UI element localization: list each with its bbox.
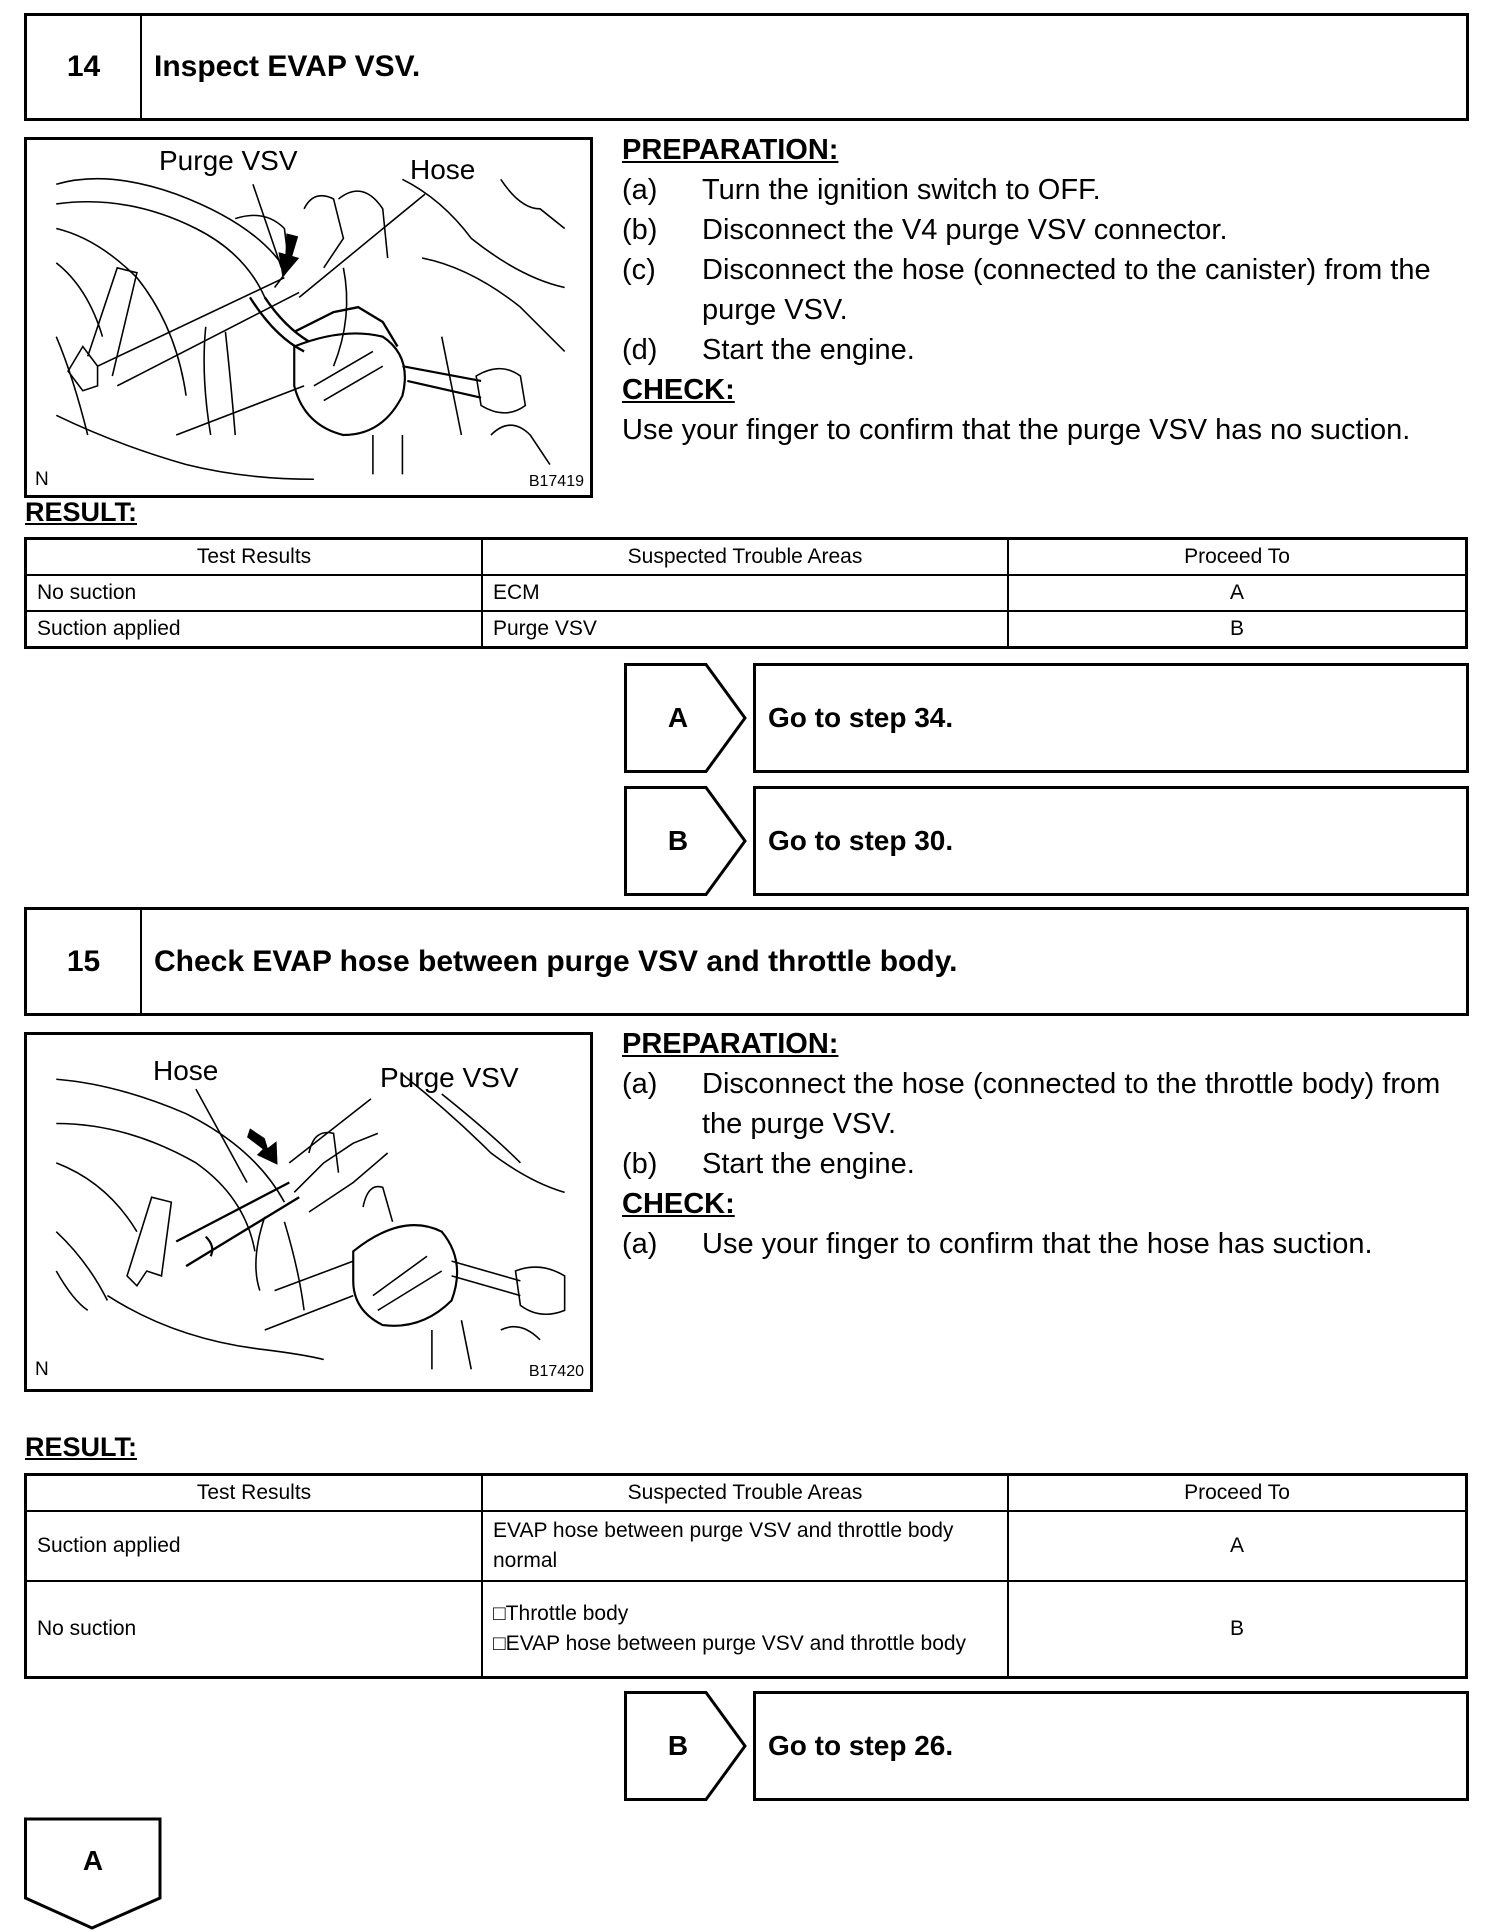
step-15-illustration: [24, 1032, 593, 1392]
test-result-cell: Suction applied: [26, 1511, 483, 1581]
goto-text: Go to step 34.: [768, 702, 954, 733]
proceed-to-cell: B: [1008, 611, 1467, 648]
step-14-illustration: [24, 137, 593, 498]
proceed-to-cell: B: [1008, 1581, 1467, 1677]
table-row: [26, 611, 1467, 648]
continue-letter: A: [82, 1845, 104, 1876]
goto-b-text-box[interactable]: [753, 1691, 1469, 1801]
prep-item-text: Disconnect the V4 purge VSV connector.: [702, 214, 1228, 246]
trouble-area-cell: ECM: [482, 575, 1008, 611]
step-title: Inspect EVAP VSV.: [154, 50, 421, 83]
goto-b-tag[interactable]: [624, 1691, 749, 1801]
column-header: Proceed To: [1008, 1475, 1467, 1512]
column-header: Suspected Trouble Areas: [482, 1475, 1008, 1512]
prep-item-text: Start the engine.: [702, 334, 915, 366]
check-heading: CHECK:: [622, 374, 735, 406]
prep-item-text: Disconnect the hose (connected to the canister) from the purge VSV.: [702, 254, 1431, 326]
trouble-area-cell: Purge VSV: [482, 611, 1008, 648]
prep-item-label: (a): [622, 174, 658, 206]
column-header: Test Results: [26, 539, 483, 576]
table-row: [26, 575, 1467, 611]
step-15-header: [24, 907, 1469, 1016]
goto-letter: B: [667, 825, 689, 856]
callout-hose: Hose: [410, 154, 476, 185]
goto-letter: A: [667, 702, 689, 733]
preparation-heading: PREPARATION:: [622, 134, 839, 166]
prep-item-text: Turn the ignition switch to OFF.: [702, 174, 1101, 206]
continue-a-tag[interactable]: [24, 1817, 162, 1931]
prep-item-label: (b): [622, 1148, 658, 1180]
prep-item: [622, 170, 1472, 210]
result-heading: RESULT:: [25, 1432, 137, 1462]
result-heading: RESULT:: [25, 497, 137, 527]
trouble-area-line: □Throttle body: [493, 1601, 629, 1625]
callout-purge-vsv: Purge VSV: [159, 145, 298, 176]
callout-hose: Hose: [153, 1055, 219, 1086]
table-header-row: [26, 1475, 1467, 1512]
step-number: 15: [27, 910, 142, 1013]
prep-item-label: (a): [622, 1068, 658, 1100]
figure-id: B17420: [528, 1363, 584, 1380]
goto-a-text-box[interactable]: [753, 663, 1469, 773]
check-item-text: Use your finger to confirm that the hose has suction.: [702, 1228, 1373, 1260]
prep-item-label: (c): [622, 254, 656, 286]
check-item-label: (a): [622, 1228, 658, 1260]
step-14-result-table: [24, 537, 1468, 649]
step-14-header: [24, 13, 1469, 121]
proceed-to-cell: A: [1008, 575, 1467, 611]
test-result-cell: No suction: [26, 1581, 483, 1677]
prep-item-text: Disconnect the hose (connected to the throttle body) from the purge VSV.: [702, 1068, 1441, 1140]
prep-item: [622, 1064, 1472, 1144]
step-number: 14: [27, 16, 142, 118]
column-header: Suspected Trouble Areas: [482, 539, 1008, 576]
figure-id: B17419: [528, 473, 584, 490]
proceed-to-cell: A: [1008, 1511, 1467, 1581]
goto-letter: B: [667, 1730, 689, 1761]
figure-corner-label: N: [35, 1359, 49, 1380]
goto-text: Go to step 30.: [768, 825, 954, 856]
callout-purge-vsv: Purge VSV: [380, 1062, 519, 1093]
goto-a-tag[interactable]: [624, 663, 749, 773]
preparation-heading: PREPARATION:: [622, 1028, 839, 1060]
test-result-cell: Suction applied: [26, 611, 483, 648]
table-row: [26, 1511, 1467, 1581]
trouble-area-line: □EVAP hose between purge VSV and throttle body: [493, 1631, 967, 1655]
column-header: Proceed To: [1008, 539, 1467, 576]
check-heading: CHECK:: [622, 1188, 735, 1220]
figure-corner-label: N: [35, 469, 49, 490]
step-15-instructions: [622, 1024, 1472, 1264]
trouble-area-line: EVAP hose between purge VSV and throttle body normal: [493, 1519, 954, 1572]
step-title: Check EVAP hose between purge VSV and throttle body.: [154, 944, 958, 978]
prep-item-label: (d): [622, 334, 658, 366]
prep-item: [622, 250, 1472, 330]
table-row: [26, 1581, 1467, 1677]
prep-item: [622, 210, 1472, 250]
column-header: Test Results: [26, 1475, 483, 1512]
goto-b-tag[interactable]: [624, 786, 749, 896]
step-15-result-table: [24, 1473, 1468, 1679]
engine-bay-drawing-icon: [27, 140, 590, 495]
prep-item-label: (b): [622, 214, 658, 246]
test-result-cell: No suction: [26, 575, 483, 611]
goto-b-text-box[interactable]: [753, 786, 1469, 896]
goto-text: Go to step 26.: [768, 1730, 954, 1761]
check-item: [622, 1224, 1472, 1264]
trouble-area-cell: [482, 1581, 1008, 1677]
check-text: Use your finger to confirm that the purge VSV has no suction.: [622, 414, 1411, 446]
table-header-row: [26, 539, 1467, 576]
step-14-instructions: [622, 130, 1472, 450]
trouble-area-cell: [482, 1511, 1008, 1581]
prep-item: [622, 330, 1472, 370]
prep-item: [622, 1144, 1472, 1184]
prep-item-text: Start the engine.: [702, 1148, 915, 1180]
